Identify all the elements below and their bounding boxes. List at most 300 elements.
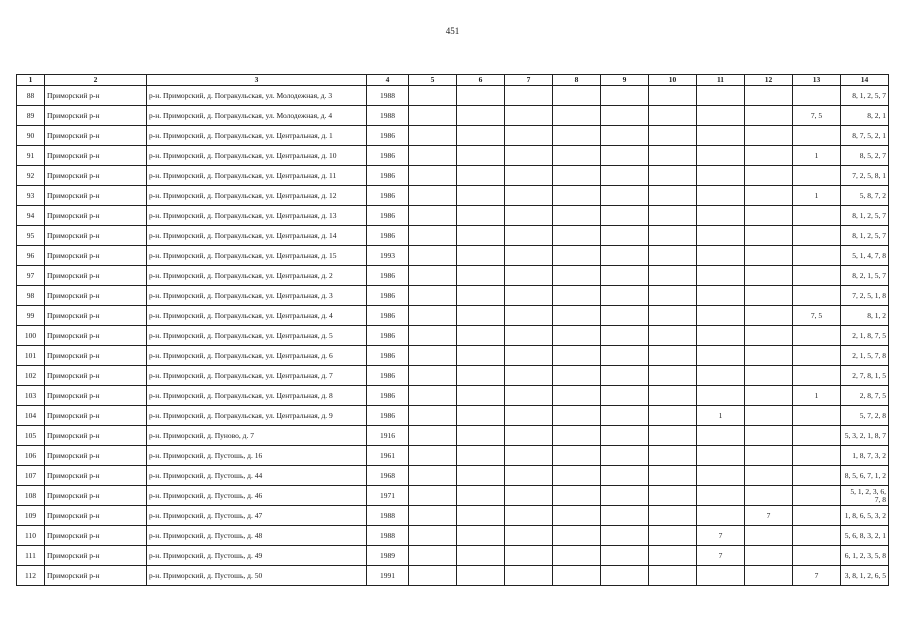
column-header-2: 2	[45, 75, 147, 86]
table-row	[17, 326, 889, 346]
col-5-cell	[409, 566, 457, 586]
row-number: 92	[17, 166, 45, 186]
col-10-cell	[649, 266, 697, 286]
col-5-cell	[409, 226, 457, 246]
district-cell: Приморский р-н	[45, 326, 147, 346]
col-8-cell	[553, 166, 601, 186]
col-5-cell	[409, 406, 457, 426]
table-row	[17, 446, 889, 466]
col-6-cell	[457, 226, 505, 246]
col-8-cell	[553, 86, 601, 106]
col-14-cell: 8, 7, 5, 2, 1	[841, 126, 889, 146]
col-5-cell	[409, 106, 457, 126]
col-14-cell: 5, 8, 7, 2	[841, 186, 889, 206]
col-11-cell	[697, 246, 745, 266]
col-12-cell	[745, 86, 793, 106]
col-7-cell	[505, 186, 553, 206]
col-14-cell: 5, 1, 2, 3, 6, 7, 8	[841, 486, 889, 506]
col-8-cell	[553, 426, 601, 446]
col-5-cell	[409, 526, 457, 546]
col-10-cell	[649, 306, 697, 326]
col-5-cell	[409, 206, 457, 226]
col-13-cell	[793, 126, 841, 146]
year-cell: 1988	[367, 86, 409, 106]
col-10-cell	[649, 246, 697, 266]
column-header-3: 3	[147, 75, 367, 86]
year-cell: 1986	[367, 346, 409, 366]
col-12-cell	[745, 386, 793, 406]
col-6-cell	[457, 386, 505, 406]
row-number: 107	[17, 466, 45, 486]
col-11-cell	[697, 426, 745, 446]
district-cell: Приморский р-н	[45, 446, 147, 466]
year-cell: 1986	[367, 226, 409, 246]
col-7-cell	[505, 366, 553, 386]
col-10-cell	[649, 346, 697, 366]
col-12-cell	[745, 206, 793, 226]
col-8-cell	[553, 346, 601, 366]
col-5-cell	[409, 186, 457, 206]
table-row	[17, 266, 889, 286]
row-number: 94	[17, 206, 45, 226]
col-12-cell	[745, 246, 793, 266]
col-12-cell	[745, 466, 793, 486]
col-10-cell	[649, 106, 697, 126]
col-6-cell	[457, 506, 505, 526]
table-row	[17, 386, 889, 406]
col-11-cell	[697, 106, 745, 126]
col-13-cell: 7, 5	[793, 306, 841, 326]
col-6-cell	[457, 466, 505, 486]
col-10-cell	[649, 546, 697, 566]
col-13-cell: 7, 5	[793, 106, 841, 126]
col-6-cell	[457, 186, 505, 206]
col-13-cell	[793, 506, 841, 526]
col-11-cell: 7	[697, 526, 745, 546]
col-8-cell	[553, 266, 601, 286]
col-6-cell	[457, 106, 505, 126]
col-14-cell: 1, 8, 7, 3, 2	[841, 446, 889, 466]
col-7-cell	[505, 226, 553, 246]
col-7-cell	[505, 126, 553, 146]
column-header-7: 7	[505, 75, 553, 86]
col-14-cell: 8, 1, 2, 5, 7	[841, 226, 889, 246]
col-6-cell	[457, 266, 505, 286]
col-6-cell	[457, 206, 505, 226]
col-7-cell	[505, 446, 553, 466]
row-number: 110	[17, 526, 45, 546]
year-cell: 1986	[367, 386, 409, 406]
address-cell: р-н. Приморский, д. Погракульская, ул. Центральная, д. 5	[147, 326, 367, 346]
col-12-cell	[745, 566, 793, 586]
col-10-cell	[649, 526, 697, 546]
table-row	[17, 506, 889, 526]
col-9-cell	[601, 406, 649, 426]
district-cell: Приморский р-н	[45, 106, 147, 126]
col-8-cell	[553, 126, 601, 146]
col-11-cell	[697, 286, 745, 306]
col-5-cell	[409, 386, 457, 406]
col-11-cell	[697, 446, 745, 466]
col-8-cell	[553, 406, 601, 426]
district-cell: Приморский р-н	[45, 286, 147, 306]
col-11-cell: 1	[697, 406, 745, 426]
col-6-cell	[457, 286, 505, 306]
row-number: 97	[17, 266, 45, 286]
row-number: 108	[17, 486, 45, 506]
col-6-cell	[457, 166, 505, 186]
col-13-cell	[793, 486, 841, 506]
table-row	[17, 486, 889, 506]
col-8-cell	[553, 206, 601, 226]
table-row	[17, 526, 889, 546]
col-10-cell	[649, 166, 697, 186]
district-cell: Приморский р-н	[45, 486, 147, 506]
district-cell: Приморский р-н	[45, 366, 147, 386]
column-header-8: 8	[553, 75, 601, 86]
col-14-cell: 2, 1, 8, 7, 5	[841, 326, 889, 346]
column-header-10: 10	[649, 75, 697, 86]
row-number: 101	[17, 346, 45, 366]
col-9-cell	[601, 426, 649, 446]
year-cell: 1988	[367, 106, 409, 126]
col-12-cell: 7	[745, 506, 793, 526]
col-9-cell	[601, 266, 649, 286]
address-cell: р-н. Приморский, д. Погракульская, ул. Центральная, д. 2	[147, 266, 367, 286]
col-14-cell: 5, 3, 2, 1, 8, 7	[841, 426, 889, 446]
col-5-cell	[409, 506, 457, 526]
col-11-cell	[697, 306, 745, 326]
row-number: 106	[17, 446, 45, 466]
col-7-cell	[505, 246, 553, 266]
column-header-4: 4	[367, 75, 409, 86]
col-7-cell	[505, 506, 553, 526]
col-5-cell	[409, 126, 457, 146]
address-cell: р-н. Приморский, д. Погракульская, ул. Центральная, д. 9	[147, 406, 367, 426]
col-11-cell: 7	[697, 546, 745, 566]
col-10-cell	[649, 426, 697, 446]
col-10-cell	[649, 406, 697, 426]
col-9-cell	[601, 126, 649, 146]
year-cell: 1916	[367, 426, 409, 446]
col-7-cell	[505, 566, 553, 586]
district-cell: Приморский р-н	[45, 346, 147, 366]
col-6-cell	[457, 86, 505, 106]
col-12-cell	[745, 106, 793, 126]
col-11-cell	[697, 266, 745, 286]
column-header-6: 6	[457, 75, 505, 86]
col-14-cell: 8, 5, 6, 7, 1, 2	[841, 466, 889, 486]
register-table	[16, 74, 889, 586]
address-cell: р-н. Приморский, д. Пустошь, д. 16	[147, 446, 367, 466]
col-10-cell	[649, 206, 697, 226]
col-10-cell	[649, 446, 697, 466]
column-header-13: 13	[793, 75, 841, 86]
district-cell: Приморский р-н	[45, 566, 147, 586]
col-12-cell	[745, 306, 793, 326]
column-header-14: 14	[841, 75, 889, 86]
district-cell: Приморский р-н	[45, 426, 147, 446]
col-10-cell	[649, 86, 697, 106]
col-14-cell: 5, 7, 2, 8	[841, 406, 889, 426]
col-12-cell	[745, 526, 793, 546]
col-5-cell	[409, 326, 457, 346]
address-cell: р-н. Приморский, д. Погракульская, ул. Центральная, д. 11	[147, 166, 367, 186]
column-header-11: 11	[697, 75, 745, 86]
col-9-cell	[601, 566, 649, 586]
table-row	[17, 226, 889, 246]
table-row	[17, 286, 889, 306]
year-cell: 1986	[367, 286, 409, 306]
col-9-cell	[601, 206, 649, 226]
col-5-cell	[409, 266, 457, 286]
col-5-cell	[409, 346, 457, 366]
col-14-cell: 5, 6, 8, 3, 2, 1	[841, 526, 889, 546]
district-cell: Приморский р-н	[45, 306, 147, 326]
col-9-cell	[601, 166, 649, 186]
table-row	[17, 366, 889, 386]
col-6-cell	[457, 366, 505, 386]
col-14-cell: 8, 1, 2	[841, 306, 889, 326]
row-number: 104	[17, 406, 45, 426]
col-8-cell	[553, 226, 601, 246]
col-5-cell	[409, 466, 457, 486]
col-12-cell	[745, 546, 793, 566]
address-cell: р-н. Приморский, д. Погракульская, ул. Центральная, д. 13	[147, 206, 367, 226]
col-12-cell	[745, 286, 793, 306]
col-8-cell	[553, 466, 601, 486]
district-cell: Приморский р-н	[45, 406, 147, 426]
col-8-cell	[553, 446, 601, 466]
col-8-cell	[553, 146, 601, 166]
year-cell: 1993	[367, 246, 409, 266]
col-8-cell	[553, 186, 601, 206]
col-12-cell	[745, 406, 793, 426]
col-10-cell	[649, 386, 697, 406]
col-5-cell	[409, 446, 457, 466]
col-5-cell	[409, 286, 457, 306]
col-6-cell	[457, 406, 505, 426]
col-7-cell	[505, 346, 553, 366]
col-13-cell	[793, 266, 841, 286]
col-7-cell	[505, 86, 553, 106]
col-8-cell	[553, 566, 601, 586]
col-8-cell	[553, 106, 601, 126]
col-14-cell: 8, 5, 2, 7	[841, 146, 889, 166]
year-cell: 1986	[367, 126, 409, 146]
year-cell: 1991	[367, 566, 409, 586]
district-cell: Приморский р-н	[45, 246, 147, 266]
col-11-cell	[697, 206, 745, 226]
col-14-cell: 8, 1, 2, 5, 7	[841, 86, 889, 106]
col-5-cell	[409, 426, 457, 446]
col-5-cell	[409, 86, 457, 106]
row-number: 109	[17, 506, 45, 526]
col-8-cell	[553, 506, 601, 526]
col-13-cell	[793, 326, 841, 346]
col-13-cell	[793, 366, 841, 386]
col-7-cell	[505, 286, 553, 306]
col-14-cell: 5, 1, 4, 7, 8	[841, 246, 889, 266]
table-row	[17, 106, 889, 126]
col-9-cell	[601, 466, 649, 486]
col-5-cell	[409, 146, 457, 166]
table-row	[17, 306, 889, 326]
col-6-cell	[457, 486, 505, 506]
col-12-cell	[745, 146, 793, 166]
row-number: 88	[17, 86, 45, 106]
col-8-cell	[553, 246, 601, 266]
row-number: 105	[17, 426, 45, 446]
col-9-cell	[601, 326, 649, 346]
table-row	[17, 546, 889, 566]
col-6-cell	[457, 566, 505, 586]
address-cell: р-н. Приморский, д. Погракульская, ул. Центральная, д. 7	[147, 366, 367, 386]
col-14-cell: 6, 1, 2, 3, 5, 8	[841, 546, 889, 566]
col-12-cell	[745, 326, 793, 346]
col-7-cell	[505, 466, 553, 486]
year-cell: 1986	[367, 146, 409, 166]
col-13-cell	[793, 166, 841, 186]
table-row	[17, 466, 889, 486]
col-9-cell	[601, 446, 649, 466]
col-7-cell	[505, 406, 553, 426]
col-9-cell	[601, 106, 649, 126]
table-row	[17, 146, 889, 166]
col-14-cell: 8, 2, 1, 5, 7	[841, 266, 889, 286]
address-cell: р-н. Приморский, д. Погракульская, ул. Молодежная, д. 4	[147, 106, 367, 126]
year-cell: 1968	[367, 466, 409, 486]
row-number: 100	[17, 326, 45, 346]
col-9-cell	[601, 546, 649, 566]
col-6-cell	[457, 326, 505, 346]
address-cell: р-н. Приморский, д. Погракульская, ул. Центральная, д. 10	[147, 146, 367, 166]
col-5-cell	[409, 306, 457, 326]
table-row	[17, 426, 889, 446]
year-cell: 1961	[367, 446, 409, 466]
col-11-cell	[697, 146, 745, 166]
district-cell: Приморский р-н	[45, 386, 147, 406]
col-9-cell	[601, 346, 649, 366]
col-7-cell	[505, 266, 553, 286]
row-number: 99	[17, 306, 45, 326]
district-cell: Приморский р-н	[45, 546, 147, 566]
col-8-cell	[553, 386, 601, 406]
address-cell: р-н. Приморский, д. Пуново, д. 7	[147, 426, 367, 446]
address-cell: р-н. Приморский, д. Погракульская, ул. Центральная, д. 12	[147, 186, 367, 206]
col-13-cell	[793, 246, 841, 266]
col-13-cell: 1	[793, 146, 841, 166]
col-8-cell	[553, 286, 601, 306]
col-12-cell	[745, 426, 793, 446]
col-11-cell	[697, 346, 745, 366]
col-6-cell	[457, 546, 505, 566]
col-13-cell	[793, 406, 841, 426]
address-cell: р-н. Приморский, д. Погракульская, ул. Молодежная, д. 3	[147, 86, 367, 106]
table-row	[17, 246, 889, 266]
district-cell: Приморский р-н	[45, 506, 147, 526]
address-cell: р-н. Приморский, д. Пустошь, д. 47	[147, 506, 367, 526]
col-14-cell: 2, 7, 8, 1, 5	[841, 366, 889, 386]
col-14-cell: 7, 2, 5, 8, 1	[841, 166, 889, 186]
year-cell: 1986	[367, 206, 409, 226]
district-cell: Приморский р-н	[45, 126, 147, 146]
col-14-cell: 8, 2, 1	[841, 106, 889, 126]
col-9-cell	[601, 506, 649, 526]
year-cell: 1986	[367, 186, 409, 206]
col-12-cell	[745, 486, 793, 506]
col-7-cell	[505, 326, 553, 346]
col-14-cell: 8, 1, 2, 5, 7	[841, 206, 889, 226]
col-6-cell	[457, 246, 505, 266]
col-11-cell	[697, 326, 745, 346]
col-9-cell	[601, 306, 649, 326]
address-cell: р-н. Приморский, д. Пустошь, д. 44	[147, 466, 367, 486]
row-number: 102	[17, 366, 45, 386]
col-9-cell	[601, 226, 649, 246]
col-7-cell	[505, 426, 553, 446]
col-13-cell	[793, 286, 841, 306]
col-10-cell	[649, 506, 697, 526]
col-6-cell	[457, 306, 505, 326]
col-12-cell	[745, 446, 793, 466]
year-cell: 1989	[367, 546, 409, 566]
address-cell: р-н. Приморский, д. Погракульская, ул. Центральная, д. 3	[147, 286, 367, 306]
column-header-12: 12	[745, 75, 793, 86]
row-number: 103	[17, 386, 45, 406]
col-11-cell	[697, 486, 745, 506]
col-8-cell	[553, 326, 601, 346]
row-number: 95	[17, 226, 45, 246]
col-6-cell	[457, 346, 505, 366]
year-cell: 1971	[367, 486, 409, 506]
district-cell: Приморский р-н	[45, 166, 147, 186]
table-header-row	[17, 75, 889, 86]
table-row	[17, 166, 889, 186]
col-9-cell	[601, 386, 649, 406]
row-number: 90	[17, 126, 45, 146]
address-cell: р-н. Приморский, д. Пустошь, д. 50	[147, 566, 367, 586]
year-cell: 1986	[367, 166, 409, 186]
col-10-cell	[649, 366, 697, 386]
year-cell: 1986	[367, 406, 409, 426]
address-cell: р-н. Приморский, д. Пустошь, д. 48	[147, 526, 367, 546]
col-11-cell	[697, 386, 745, 406]
col-13-cell	[793, 526, 841, 546]
district-cell: Приморский р-н	[45, 86, 147, 106]
col-10-cell	[649, 186, 697, 206]
district-cell: Приморский р-н	[45, 186, 147, 206]
address-cell: р-н. Приморский, д. Погракульская, ул. Центральная, д. 4	[147, 306, 367, 326]
address-cell: р-н. Приморский, д. Пустошь, д. 46	[147, 486, 367, 506]
address-cell: р-н. Приморский, д. Пустошь, д. 49	[147, 546, 367, 566]
col-9-cell	[601, 246, 649, 266]
col-12-cell	[745, 366, 793, 386]
col-14-cell: 7, 2, 5, 1, 8	[841, 286, 889, 306]
district-cell: Приморский р-н	[45, 526, 147, 546]
col-9-cell	[601, 86, 649, 106]
row-number: 93	[17, 186, 45, 206]
col-11-cell	[697, 186, 745, 206]
col-7-cell	[505, 306, 553, 326]
col-13-cell: 1	[793, 386, 841, 406]
col-8-cell	[553, 546, 601, 566]
address-cell: р-н. Приморский, д. Погракульская, ул. Центральная, д. 1	[147, 126, 367, 146]
col-6-cell	[457, 426, 505, 446]
col-7-cell	[505, 106, 553, 126]
table-row	[17, 346, 889, 366]
table-row	[17, 566, 889, 586]
